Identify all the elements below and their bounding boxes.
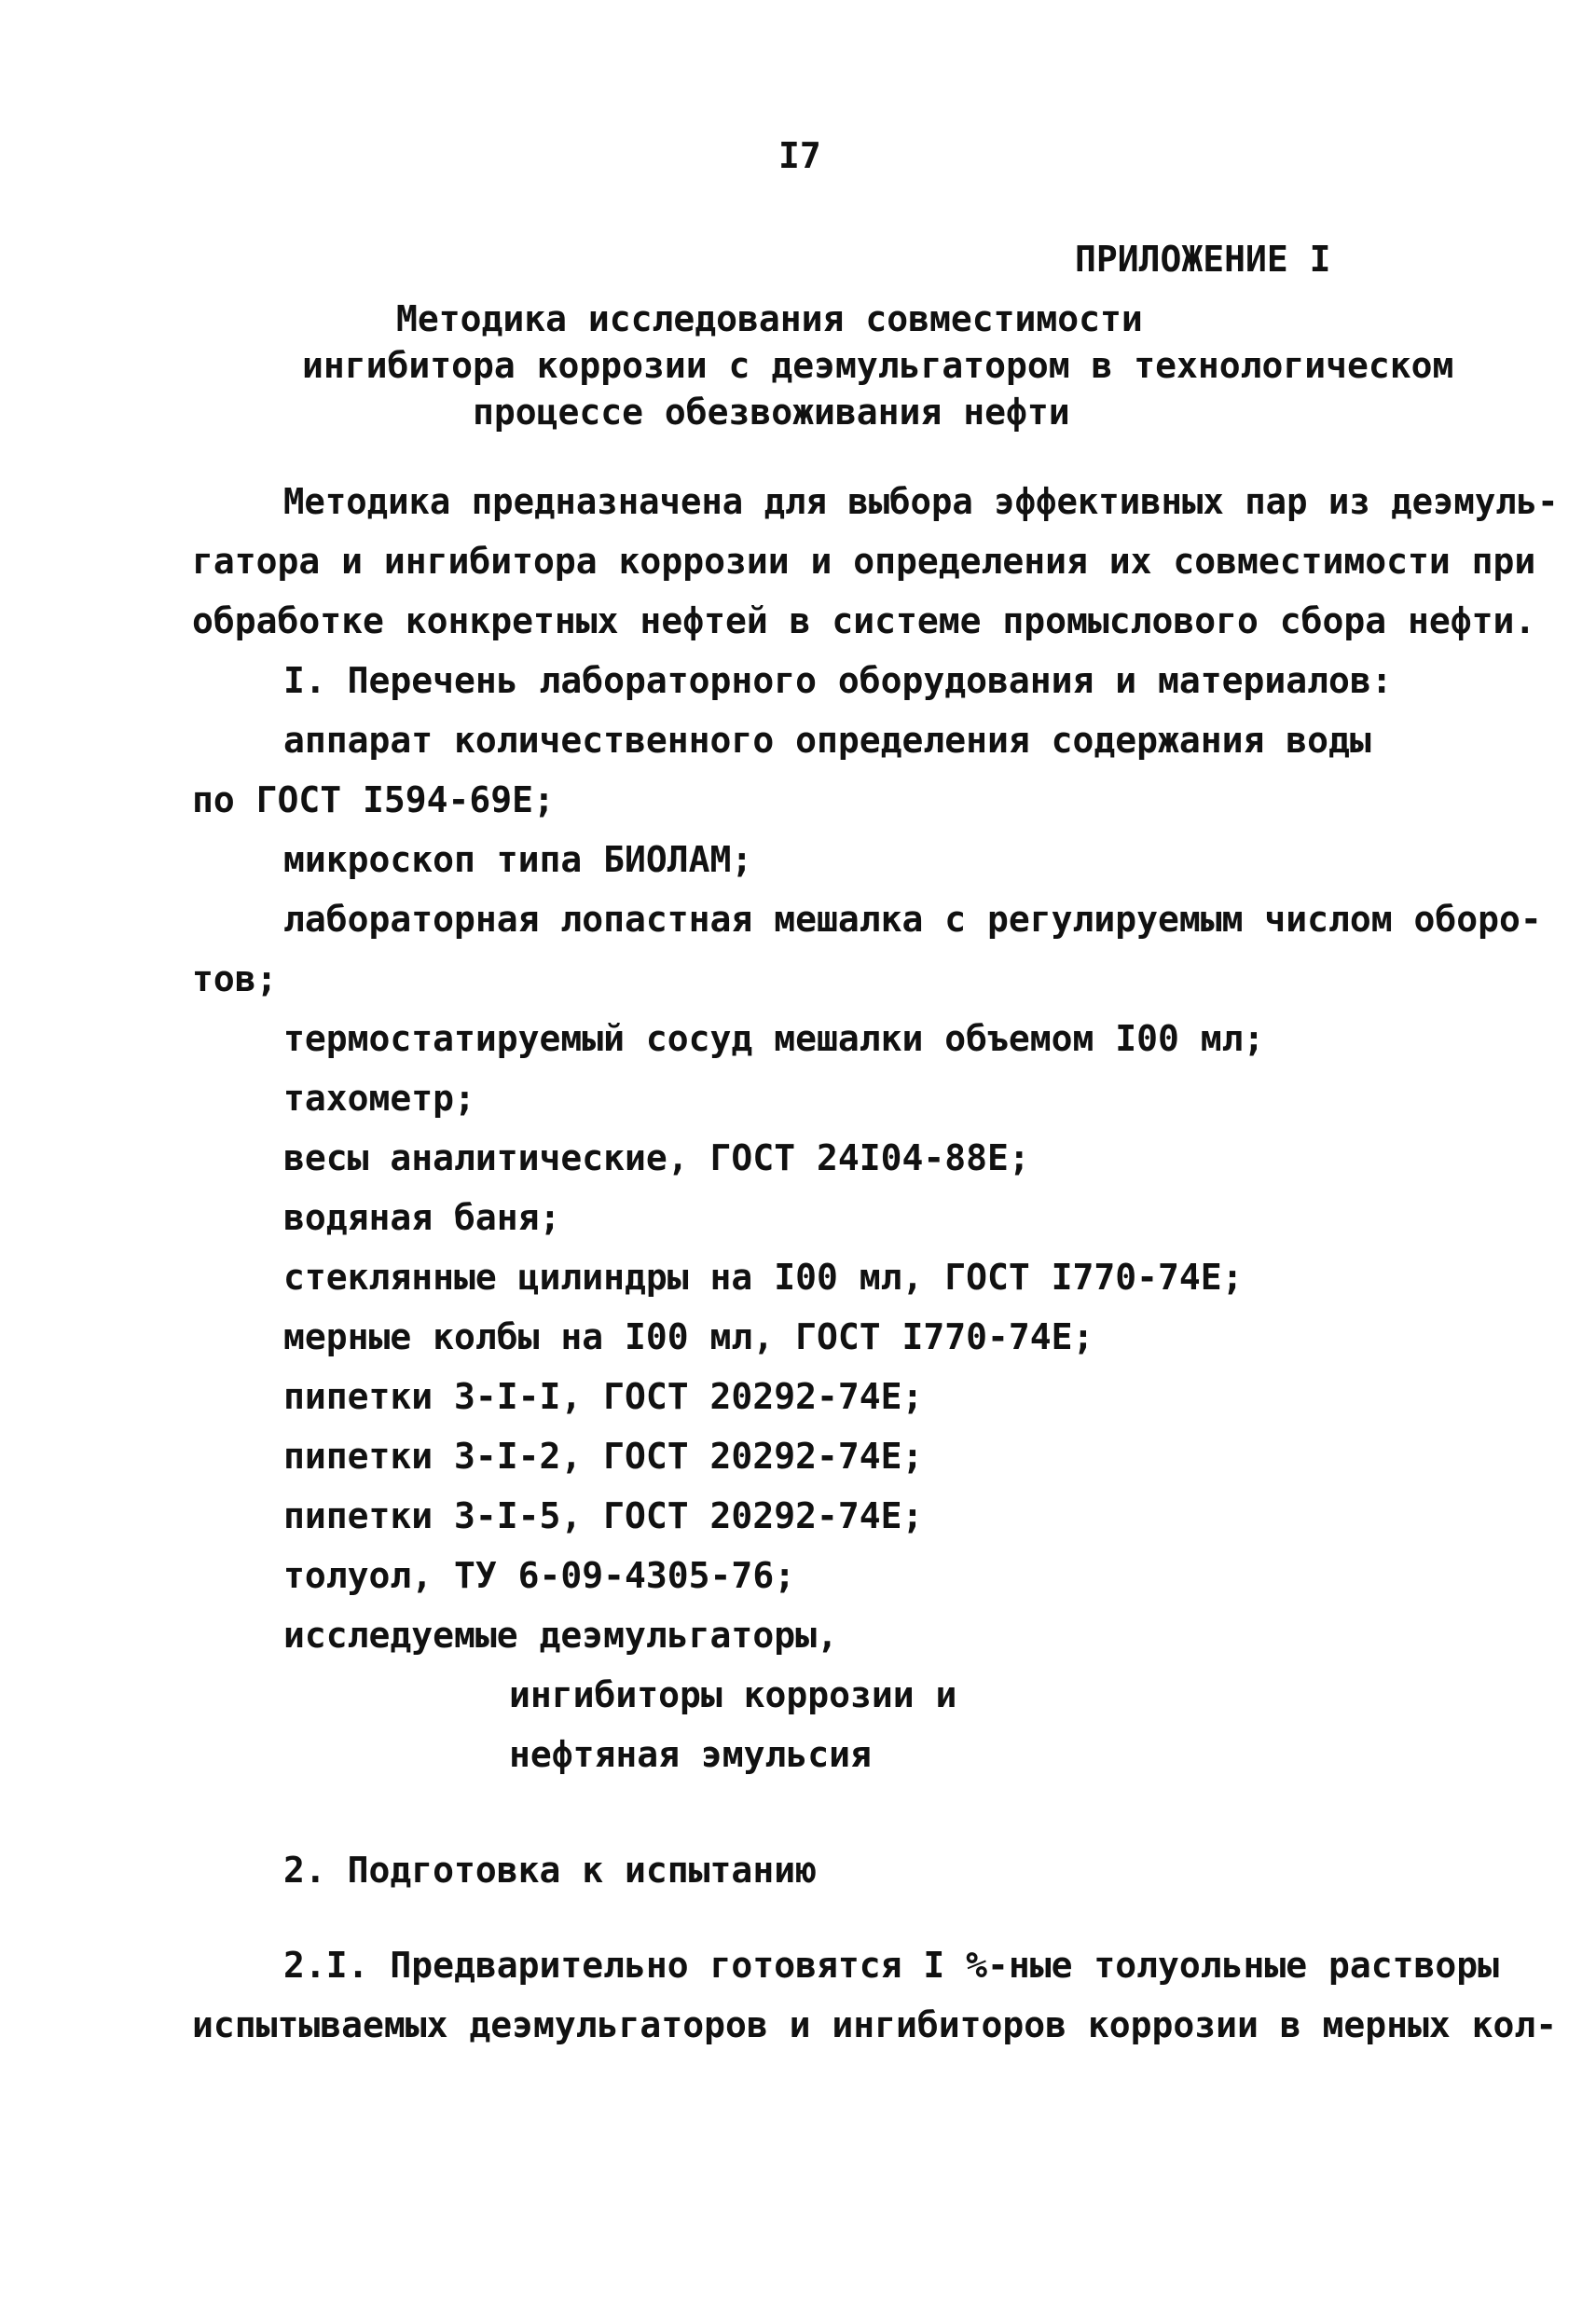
section-2-paragraph-line-1: 2.I. Предварительно готовятся I %-ные толуольные растворы: [283, 1945, 1500, 1986]
section-1-heading: I. Перечень лабораторного оборудования и материалов:: [283, 660, 1393, 701]
section-2-paragraph-line-2: испытываемых деэмульгаторов и ингибиторов коррозии в мерных кол-: [192, 2004, 1558, 2045]
equipment-item: аппарат количественного определения содержания воды: [283, 720, 1371, 761]
title-line-3: процессе обезвоживания нефти: [473, 392, 1070, 433]
equipment-item: ингибиторы коррозии и: [509, 1674, 957, 1715]
equipment-item: толуол, ТУ 6-09-4305-76;: [283, 1555, 796, 1596]
equipment-item: мерные колбы на I00 мл, ГОСТ I770-74Е;: [283, 1316, 1094, 1357]
title-line-2: ингибитора коррозии с деэмульгатором в технологическом: [302, 345, 1454, 386]
equipment-item: стеклянные цилиндры на I00 мл, ГОСТ I770-74Е;: [283, 1257, 1244, 1298]
equipment-item: исследуемые деэмульгаторы,: [283, 1615, 838, 1656]
equipment-item: по ГОСТ I594-69Е;: [192, 779, 555, 820]
equipment-item: весы аналитические, ГОСТ 24I04-88Е;: [283, 1137, 1030, 1178]
title-line-1: Методика исследования совместимости: [396, 298, 1143, 339]
equipment-item: тов;: [192, 958, 278, 999]
intro-line-1: Методика предназначена для выбора эффективных пар из деэмуль-: [283, 481, 1559, 522]
equipment-item: тахометр;: [283, 1078, 475, 1119]
appendix-label: ПРИЛОЖЕНИЕ I: [1075, 239, 1331, 280]
equipment-item: нефтяная эмульсия: [509, 1734, 872, 1775]
equipment-item: водяная баня;: [283, 1197, 561, 1238]
equipment-item: лабораторная лопастная мешалка с регулируемым числом оборо-: [283, 899, 1542, 940]
equipment-item: термостатируемый сосуд мешалки объемом I00 мл;: [283, 1018, 1265, 1059]
section-2-heading: 2. Подготовка к испытанию: [283, 1850, 817, 1891]
equipment-item: микроскоп типа БИОЛАМ;: [283, 839, 753, 880]
equipment-item: пипетки 3-I-I, ГОСТ 20292-74Е;: [283, 1376, 924, 1417]
equipment-item: пипетки 3-I-2, ГОСТ 20292-74Е;: [283, 1436, 924, 1477]
intro-line-2: гатора и ингибитора коррозии и определения их совместимости при: [192, 541, 1536, 582]
equipment-item: пипетки 3-I-5, ГОСТ 20292-74Е;: [283, 1495, 924, 1536]
page-number: I7: [778, 135, 821, 176]
intro-line-3: обработке конкретных нефтей в системе промыслового сбора нефти.: [192, 600, 1536, 641]
